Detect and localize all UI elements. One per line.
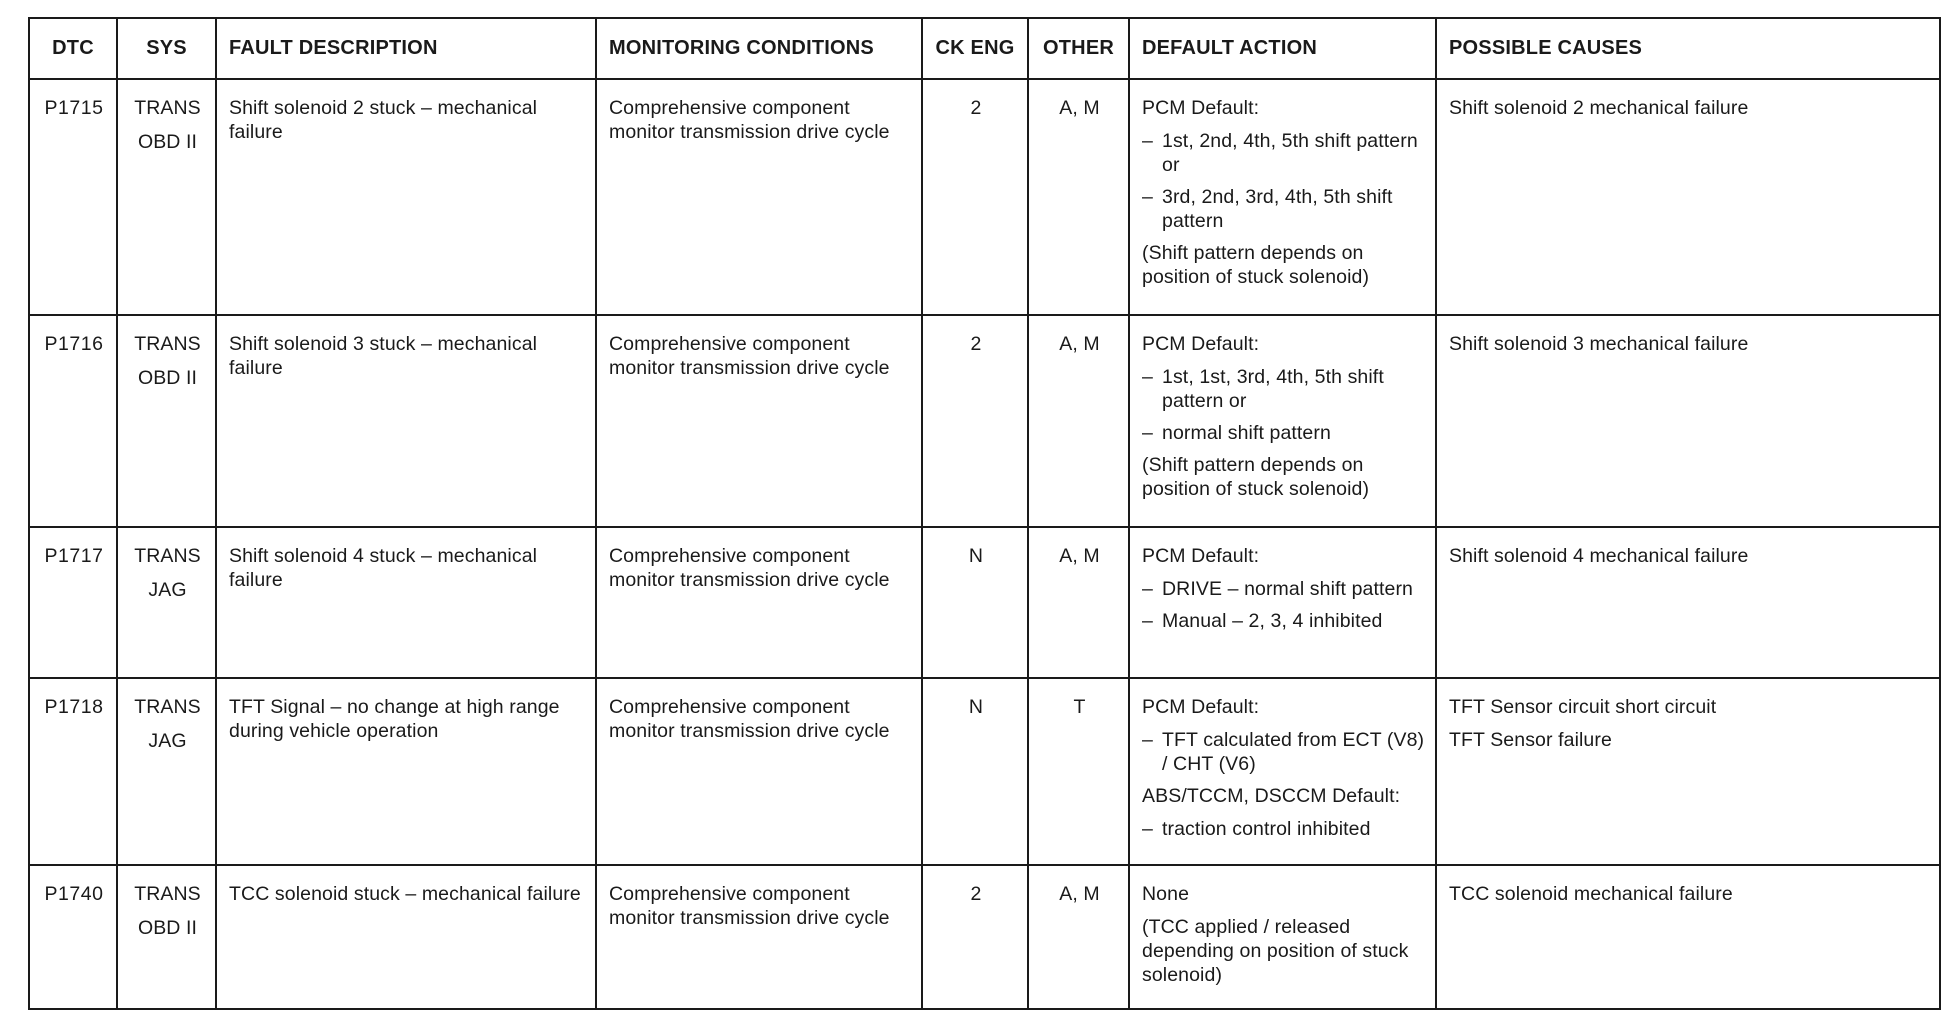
monitoring-conditions: Comprehensive component monitor transmission drive cycle <box>596 315 922 527</box>
system-line-2: JAG <box>148 730 187 752</box>
header-default-action: DEFAULT ACTION <box>1129 18 1436 79</box>
default-title: PCM Default: <box>1142 545 1260 567</box>
default-item-text: 1st, 2nd, 4th, 5th shift pattern or <box>1162 130 1418 176</box>
possible-causes <box>1436 527 1940 678</box>
other-value: A, M <box>1028 79 1129 315</box>
possible-causes <box>1436 678 1940 865</box>
default-note: (TCC applied / released depending on position of stuck solenoid) <box>1142 916 1409 986</box>
header-monitoring-conditions: MONITORING CONDITIONS <box>596 18 922 79</box>
header-row <box>29 18 1940 79</box>
default-title-secondary: ABS/TCCM, DSCCM Default: <box>1142 785 1401 807</box>
default-item: – 1st, 1st, 3rd, 4th, 5th shift pattern or <box>1142 365 1425 413</box>
monitoring-conditions: Comprehensive component monitor transmission drive cycle <box>596 527 922 678</box>
default-title: None <box>1142 883 1190 905</box>
default-item-text: traction control inhibited <box>1162 818 1371 840</box>
ck-eng-value: 2 <box>922 865 1028 1009</box>
cause-item: Shift solenoid 3 mechanical failure <box>1449 333 1749 355</box>
system-line-2: OBD II <box>137 131 198 153</box>
dtc-code: P1718 <box>29 678 117 865</box>
system-cell <box>117 315 216 527</box>
monitoring-conditions: Comprehensive component monitor transmission drive cycle <box>596 678 922 865</box>
system-line-2: OBD II <box>137 917 198 939</box>
dtc-code: P1715 <box>29 79 117 315</box>
header-dtc: DTC <box>29 18 117 79</box>
fault-description: Shift solenoid 4 stuck – mechanical failure <box>216 527 596 678</box>
system-line-1: TRANS <box>134 333 201 355</box>
header-fault-description: FAULT DESCRIPTION <box>216 18 596 79</box>
system-line-2: JAG <box>148 579 187 601</box>
default-item-text: TFT calculated from ECT (V8) / CHT (V6) <box>1162 729 1425 775</box>
cause-item: TFT Sensor failure <box>1449 729 1612 751</box>
system-line-1: TRANS <box>134 696 201 718</box>
cause-item: Shift solenoid 4 mechanical failure <box>1449 545 1749 567</box>
system-cell <box>117 865 216 1009</box>
table-row <box>29 865 1940 1009</box>
cause-item: TCC solenoid mechanical failure <box>1449 883 1733 905</box>
possible-causes <box>1436 79 1940 315</box>
fault-description: TCC solenoid stuck – mechanical failure <box>216 865 596 1009</box>
ck-eng-value: 2 <box>922 315 1028 527</box>
default-item: – Manual – 2, 3, 4 inhibited <box>1142 609 1425 633</box>
dtc-code: P1717 <box>29 527 117 678</box>
cause-item: Shift solenoid 2 mechanical failure <box>1449 97 1749 119</box>
table-row <box>29 678 1940 865</box>
system-cell <box>117 678 216 865</box>
table-row <box>29 79 1940 315</box>
default-item-text: 3rd, 2nd, 3rd, 4th, 5th shift pattern <box>1162 186 1393 232</box>
ck-eng-value: 2 <box>922 79 1028 315</box>
system-cell <box>117 79 216 315</box>
monitoring-conditions: Comprehensive component monitor transmission drive cycle <box>596 865 922 1009</box>
default-item: – 1st, 2nd, 4th, 5th shift pattern or <box>1142 129 1425 177</box>
header-ck-eng: CK ENG <box>922 18 1028 79</box>
system-cell <box>117 527 216 678</box>
default-title: PCM Default: <box>1142 333 1260 355</box>
possible-causes <box>1436 315 1940 527</box>
default-action <box>1129 527 1436 678</box>
default-title: PCM Default: <box>1142 696 1260 718</box>
default-item: – traction control inhibited <box>1142 817 1425 841</box>
ck-eng-value: N <box>922 678 1028 865</box>
cause-item: TFT Sensor circuit short circuit <box>1449 696 1717 718</box>
other-value: A, M <box>1028 315 1129 527</box>
table-row <box>29 527 1940 678</box>
default-title: PCM Default: <box>1142 97 1260 119</box>
default-action <box>1129 315 1436 527</box>
fault-description: Shift solenoid 2 stuck – mechanical failure <box>216 79 596 315</box>
monitoring-conditions: Comprehensive component monitor transmission drive cycle <box>596 79 922 315</box>
default-item-text: normal shift pattern <box>1162 422 1331 444</box>
default-action <box>1129 678 1436 865</box>
default-action <box>1129 79 1436 315</box>
system-line-2: OBD II <box>137 367 198 389</box>
default-item: – DRIVE – normal shift pattern <box>1142 577 1425 601</box>
other-value: T <box>1028 678 1129 865</box>
dtc-table <box>28 17 1941 1010</box>
dtc-code: P1740 <box>29 865 117 1009</box>
default-item-text: Manual – 2, 3, 4 inhibited <box>1162 610 1383 632</box>
system-line-1: TRANS <box>134 545 201 567</box>
table-row <box>29 315 1940 527</box>
header-possible-causes: POSSIBLE CAUSES <box>1436 18 1940 79</box>
dtc-code: P1716 <box>29 315 117 527</box>
header-other: OTHER <box>1028 18 1129 79</box>
ck-eng-value: N <box>922 527 1028 678</box>
default-item: – normal shift pattern <box>1142 421 1425 445</box>
fault-description: TFT Signal – no change at high range during vehicle operation <box>216 678 596 865</box>
system-line-1: TRANS <box>134 883 201 905</box>
default-item: – 3rd, 2nd, 3rd, 4th, 5th shift pattern <box>1142 185 1425 233</box>
other-value: A, M <box>1028 865 1129 1009</box>
default-item: – TFT calculated from ECT (V8) / CHT (V6) <box>1142 729 1425 775</box>
fault-description: Shift solenoid 3 stuck – mechanical failure <box>216 315 596 527</box>
default-note: (Shift pattern depends on position of stuck solenoid) <box>1142 454 1370 500</box>
default-note: (Shift pattern depends on position of stuck solenoid) <box>1142 242 1370 288</box>
system-line-1: TRANS <box>134 97 201 119</box>
possible-causes <box>1436 865 1940 1009</box>
header-sys: SYS <box>117 18 216 79</box>
default-item-text: 1st, 1st, 3rd, 4th, 5th shift pattern or <box>1162 366 1384 412</box>
other-value: A, M <box>1028 527 1129 678</box>
default-action <box>1129 865 1436 1009</box>
default-item-text: DRIVE – normal shift pattern <box>1162 578 1413 600</box>
